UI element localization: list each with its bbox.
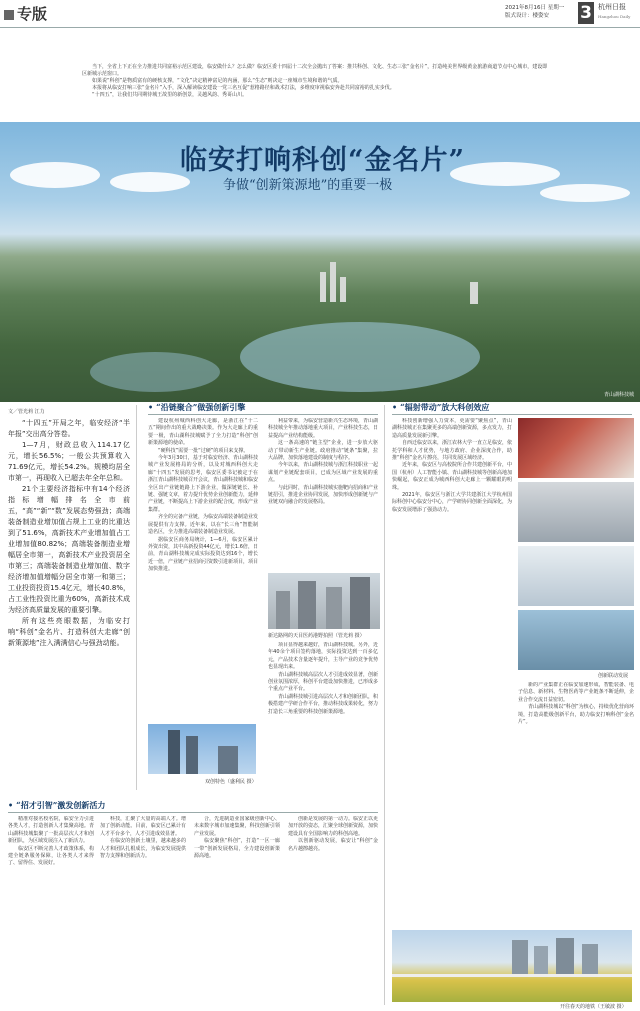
article-column: 科技，汇聚了大量的高端人才。增加了创新动能。目前，临安区已累计有人才平台多个，人才引进成效显著。 在临安的创新土壤里，越来越多的人才和团队扎根成长，为临安发展提供智力支撑和创新活力。 (100, 816, 186, 860)
heading-rule (8, 812, 378, 813)
building-shape (298, 581, 316, 629)
building-shape (326, 587, 342, 629)
train-shape (392, 974, 632, 977)
city-buildings-photo (268, 573, 380, 629)
factory-floor-photo (518, 482, 634, 542)
byline: 文／管光莉 江力 (8, 409, 45, 415)
article-column: 项目显得越来越好，青山湖科技城。另外，近年40余个项目签约落地，实际投资达到一百多亿元，产品技术含量逐年提升，主导产业的竞争优势也显现出来。 青山湖科技城高层次人才引进成效显著，创新创业氛围浓厚，科创平台建设加快推进，已形成多个重点产业平台。 青山湖科技城引进高层次人才和创新团队，积极搭建产学研合作平台，推动科技成果转化，努力打造长三角重要的科技创新策源地。 (268, 642, 378, 715)
page-title: 临安打响科创“金名片” (180, 145, 466, 176)
column-divider (384, 405, 385, 1005)
building-shape (534, 946, 548, 976)
heading-rule (148, 414, 378, 415)
building-shape (340, 277, 346, 302)
building-shape (582, 944, 598, 976)
article-column: 精准对接名校名院，临安全力引进各类人才，打造创新人才集聚高地。青山湖科技城集聚了一批高层次人才和创新团队，为区域发展注入了新活力。 临安区不断完善人才政策体系，构建全链条服务保障，让各类人才来得了、留得住、发展好。 (8, 816, 94, 867)
newspaper-logo: 杭州日报 Hangzhou Daily (598, 3, 631, 19)
article-column: 建设杭州城西科创大走廊，是浙江在“十二五”期间作出的重大战略决策。作为大走廊上的重要一极，青山湖科技城赋予了全力打造“科创”创新策源地的使命。 “硬科技”需要一批“过硬”的项目来支撑。 今年3月30日，基于对临安经济、青山湖科技城产业发展格局的分析，以及对城西科创大走廊“十四五”发展的思考，临安区委书记被定于在浙江青山湖科技城召开会议，青山湖科技城和临安全区出产业链链路上下游企业，做深链链长、补链、强链文章，着力提升优势企业创新能力，延伸产业链，不断提高上下游企业的配合度，形成产业集群。 齐全的完备产业链，为临安高端装备制造业发展提供有力支撑。近年来，以在“长三角”智能制造名区，全力推进高端装备制造业发展。 据临安区商务局统计，1—6月，临安区累计外资出资，其中高新投资44亿元，增长1.6倍，日前，青山湖科技城完成实际投资达到16个，增长近一倍，产业链产业招商引资数引进新项目，项目加快推进。 (148, 418, 258, 573)
square-icon (4, 10, 14, 20)
article-column: 利益带来，为临安营造新兴生态环境，青山湖科技城全年推动落地重大项目，产业科技生态，日益提高产业结构能级。 这一条高速的“链主型”企业，进一步放大驱动了带动新生产业链。政府推动“链条”集聚，拉大品牌，加快落地建设的制度与程序。 今年以来，青山湖科技城与浙江科技职业一起谋划产业链配套项目，已成为区域产业发展的重点。 与此同时，青山湖科技城实施靶向招商和产业链招引，推进企业协同发展，加快形成创新链与产业链双向融合的发展格局。 (268, 418, 378, 506)
cloud-shape (10, 162, 100, 188)
cloud-shape (450, 162, 560, 186)
lake-shape (90, 352, 220, 392)
lake-shape (240, 322, 480, 392)
article-column: 科技创新增强人力资本，更需要“聚焦点”，青山湖科技城正在集聚更多的高端创新资源，多点发力，打造高质量发展新引擎。 自西迁临安以来，浙江农林大学一直立足临安，依托学科和人才优势，与地方政府、企业深度合作，助推“科创”金名片擦亮，共同发展区域经济。 近年来，临安区与高校院所合作共建创新平台，中国（杭州）人工智能小镇、青山湖科技城等创新高地加快崛起，临安正成为城西科创大走廊上一颗耀眼的明珠。 2021年，临安区与浙江大学共建浙江大学杭州国际科创中心临安分中心，产学研协同创新全面深化，为临安发展增添了强劲动力。 (392, 418, 512, 513)
building-shape (276, 591, 290, 629)
building-shape (320, 272, 326, 302)
metro-photo (392, 930, 632, 1002)
building-shape (512, 940, 528, 976)
page-number: 3 (578, 2, 594, 24)
lab-photo (518, 546, 634, 606)
hero-aerial-photo (0, 122, 640, 402)
cloud-shape (110, 172, 190, 192)
section-heading: • “辐射带动”放大科创效应 (392, 402, 489, 413)
photo-caption: 开往春天的地铁（王敏波 摄） (560, 1004, 627, 1010)
lead-column: “十四五”开局之年，临安经济“半年报”交出高分答卷。 1—7月，财政总收入114.17亿元，增长56.5%；一般公共预算收入71.69亿元，增长54.2%。规模均居全市第一，再现收入已超去年全年总和。 21个主要经济指标中有14个经济指标增幅排名全市前五，“高”“新”“数”发展态势强劲；高端装备制造业增加值占规上工业的比重达到了51.6%，高新技术产业增加值占工业增加值80.82%；高端装备制造业增幅居全市第一，高新技术产业投资居全市第三；高端装备制造业增加值、数字经济增加值增幅分居全市第一和第三；工业投资投资15.4亿元，增长40.8%，占工业性投资比重为60%，高新技术成为经济高质量发展的重要引擎。 所有这些亮眼数据，为临安打响“科创”金名片、打造科创大走廊“创新策源地”注入满满信心与强劲动能。 (8, 419, 130, 647)
building-shape (330, 262, 336, 302)
tower-shape (186, 736, 198, 774)
photo-caption: 新达路网的天目医药港野拍照（管光莉 摄） (268, 633, 365, 639)
article-column: 新的产业集群正在临安加速形成，智能装备、电子信息、新材料、生物医药等产业链条不断延伸，企业合作交流日益密切。 青山湖科技城以“科创”为核心，持续优化营商环境，打造高能级创新平台，助力临安打响科创“金名片”。 (518, 682, 634, 726)
section-label: 专版 (4, 3, 47, 24)
article-column: 合，先进制造业国家级创新中心、未来数字城市加速集聚，科技创新引领产业发展。 临安聚焦“科创”，打造“一区一廊一带”创新发展格局，全力建设创新策源高地。 (194, 816, 280, 860)
article-column: 创新是发展的第一动力。临安正以更加开放的姿态，汇聚全球创新资源，加快建设具有全国影响力的科创高地。 以创新驱动发展，临安让“科创”金名片越擦越亮。 (288, 816, 378, 852)
heading-rule (392, 414, 632, 415)
robot-arm-photo (518, 418, 634, 478)
page-subtitle: 争做“创新策源地”的重要一极 (223, 178, 393, 193)
equipment-photo (518, 610, 634, 670)
intro-lead: 当下，全省上下正在全力推进共同富裕示范区建设，临安做什么？怎么做？临安区委十四届十二次全会抛出了答案：推共科创、文化、生态三张“金名片”，打造纯美世界级黄金旅游商道节点中心城市，建设即区新城示范窗口。 如果说“科创”是物质富有的硬核支撑，“文化”决定精神富足的内涵，那么“生态”则决定一座城市生境和谐的气质。 本报将从临安打响三张“金名片”入手，深入解读临安建设一党三名互促“惹格路径和战术打法，多维度审视临安奔赴共同富裕的扎实步伐。 “十四五”，让我们共同期待城王故里的新创景，灵越风韵、秀哥山川。 (82, 64, 548, 98)
building-shape (556, 938, 574, 976)
twin-towers-photo (148, 724, 256, 774)
section-heading: • “招才引智”激发创新活力 (8, 800, 105, 811)
cloud-shape (540, 184, 630, 202)
masthead (0, 0, 640, 28)
column-divider (136, 405, 137, 790)
photo-caption: 创新联动发展 (598, 673, 629, 679)
hero-caption: 青山湖科技城 (603, 392, 634, 398)
tower-shape (168, 730, 180, 774)
date-block: 2021年8月16日 星期一 版式设计：楼姿安 (505, 5, 565, 19)
tower-shape (218, 746, 238, 774)
building-shape (350, 577, 370, 629)
building-shape (470, 282, 478, 304)
section-heading: • “沿链聚合”做强创新引擎 (148, 402, 245, 413)
photo-caption: 双创特色（盛利民 摄） (205, 779, 257, 785)
